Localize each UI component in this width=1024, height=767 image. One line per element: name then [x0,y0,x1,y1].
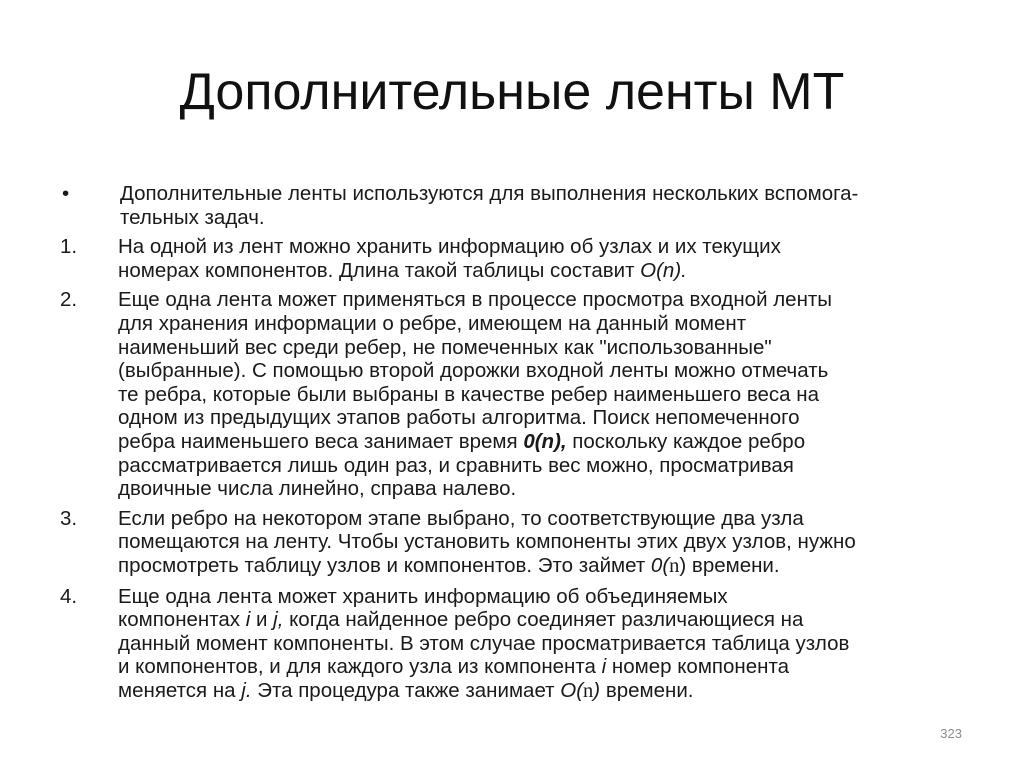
text-line: помещаются на ленту. Чтобы установить компоненты этих двух узлов, нужно [118,530,856,554]
item-number: 2. [60,288,78,312]
text-line: Еще одна лента может хранить информацию об объединяемых [118,584,728,608]
text-line: и компонентов, и для каждого узла из компонента i номер компонента [118,655,790,679]
text-line: рассматривается лишь один раз, и сравнить вес можно, просматривая [118,453,794,477]
complexity-notation: O(n). [640,258,687,282]
list-item-3 [60,507,960,579]
text-line: двоичные числа линейно, справа налево. [118,477,517,501]
text-line: для хранения информации о ребре, имеющем на данный момент [118,311,747,335]
variable-i: i [601,655,607,679]
text-line: компонентах i и j, когда найденное ребро соединяет различающиеся на [118,608,804,632]
text-line: ребра наименьшего веса занимает время 0(n), поскольку каждое ребро [118,429,806,453]
item-text [118,585,960,704]
intro-bullet [60,182,960,229]
slide-title: Дополнительные ленты МТ [179,63,845,121]
text-line: наименьший вес среди ребер, не помеченных как "использованные" [118,335,772,359]
variable-i: i [245,608,251,632]
slide-content [60,182,960,709]
item-number: 3. [60,506,78,530]
text-line: На одной из лент можно хранить информацию об узлах и их текущих [118,235,781,259]
text-line: тельных задач. [120,205,265,229]
variable-j: j, [273,608,284,632]
variable-j: j. [241,678,252,702]
text-line: данный момент компоненты. В этом случае просматривается таблица узлов [118,631,850,655]
text-line: Еще одна лента может применяться в процессе просмотра входной ленты [118,288,833,312]
complexity-notation: 0(n), [523,429,567,453]
item-number: 1. [60,235,78,259]
item-text [118,288,960,500]
text-line: просмотреть таблицу узлов и компонентов. Это займет 0(n) времени. [118,553,780,577]
list-item-4 [60,585,960,704]
list-item-2 [60,288,960,500]
item-text [118,235,960,282]
text-line: (выбранные). С помощью второй дорожки входной ленты можно отмечать [118,359,829,383]
complexity-notation: 0( [650,553,670,577]
text-line: одном из предыдущих этапов работы алгоритма. Поиск непомеченного [118,406,800,430]
text-line: те ребра, которые были выбраны в качестве ребер наименьшего веса на [118,382,819,406]
bullet-marker: • [62,182,70,205]
text-line: Если ребро на некотором этапе выбрано, то соответствующие два узла [118,506,804,530]
text-line: Дополнительные ленты используются для выполнения нескольких вспомога- [120,182,859,205]
item-number: 4. [60,584,78,608]
item-text [118,507,960,579]
text-line: номерах компонентов. Длина такой таблицы составит O(n). [118,258,687,282]
list-item-1 [60,235,960,282]
intro-text [120,182,960,229]
text-line: меняется на j. Эта процедура также занимает O(n) времени. [118,678,694,702]
page-number: 323 [940,726,962,741]
complexity-notation: O( [560,678,584,702]
